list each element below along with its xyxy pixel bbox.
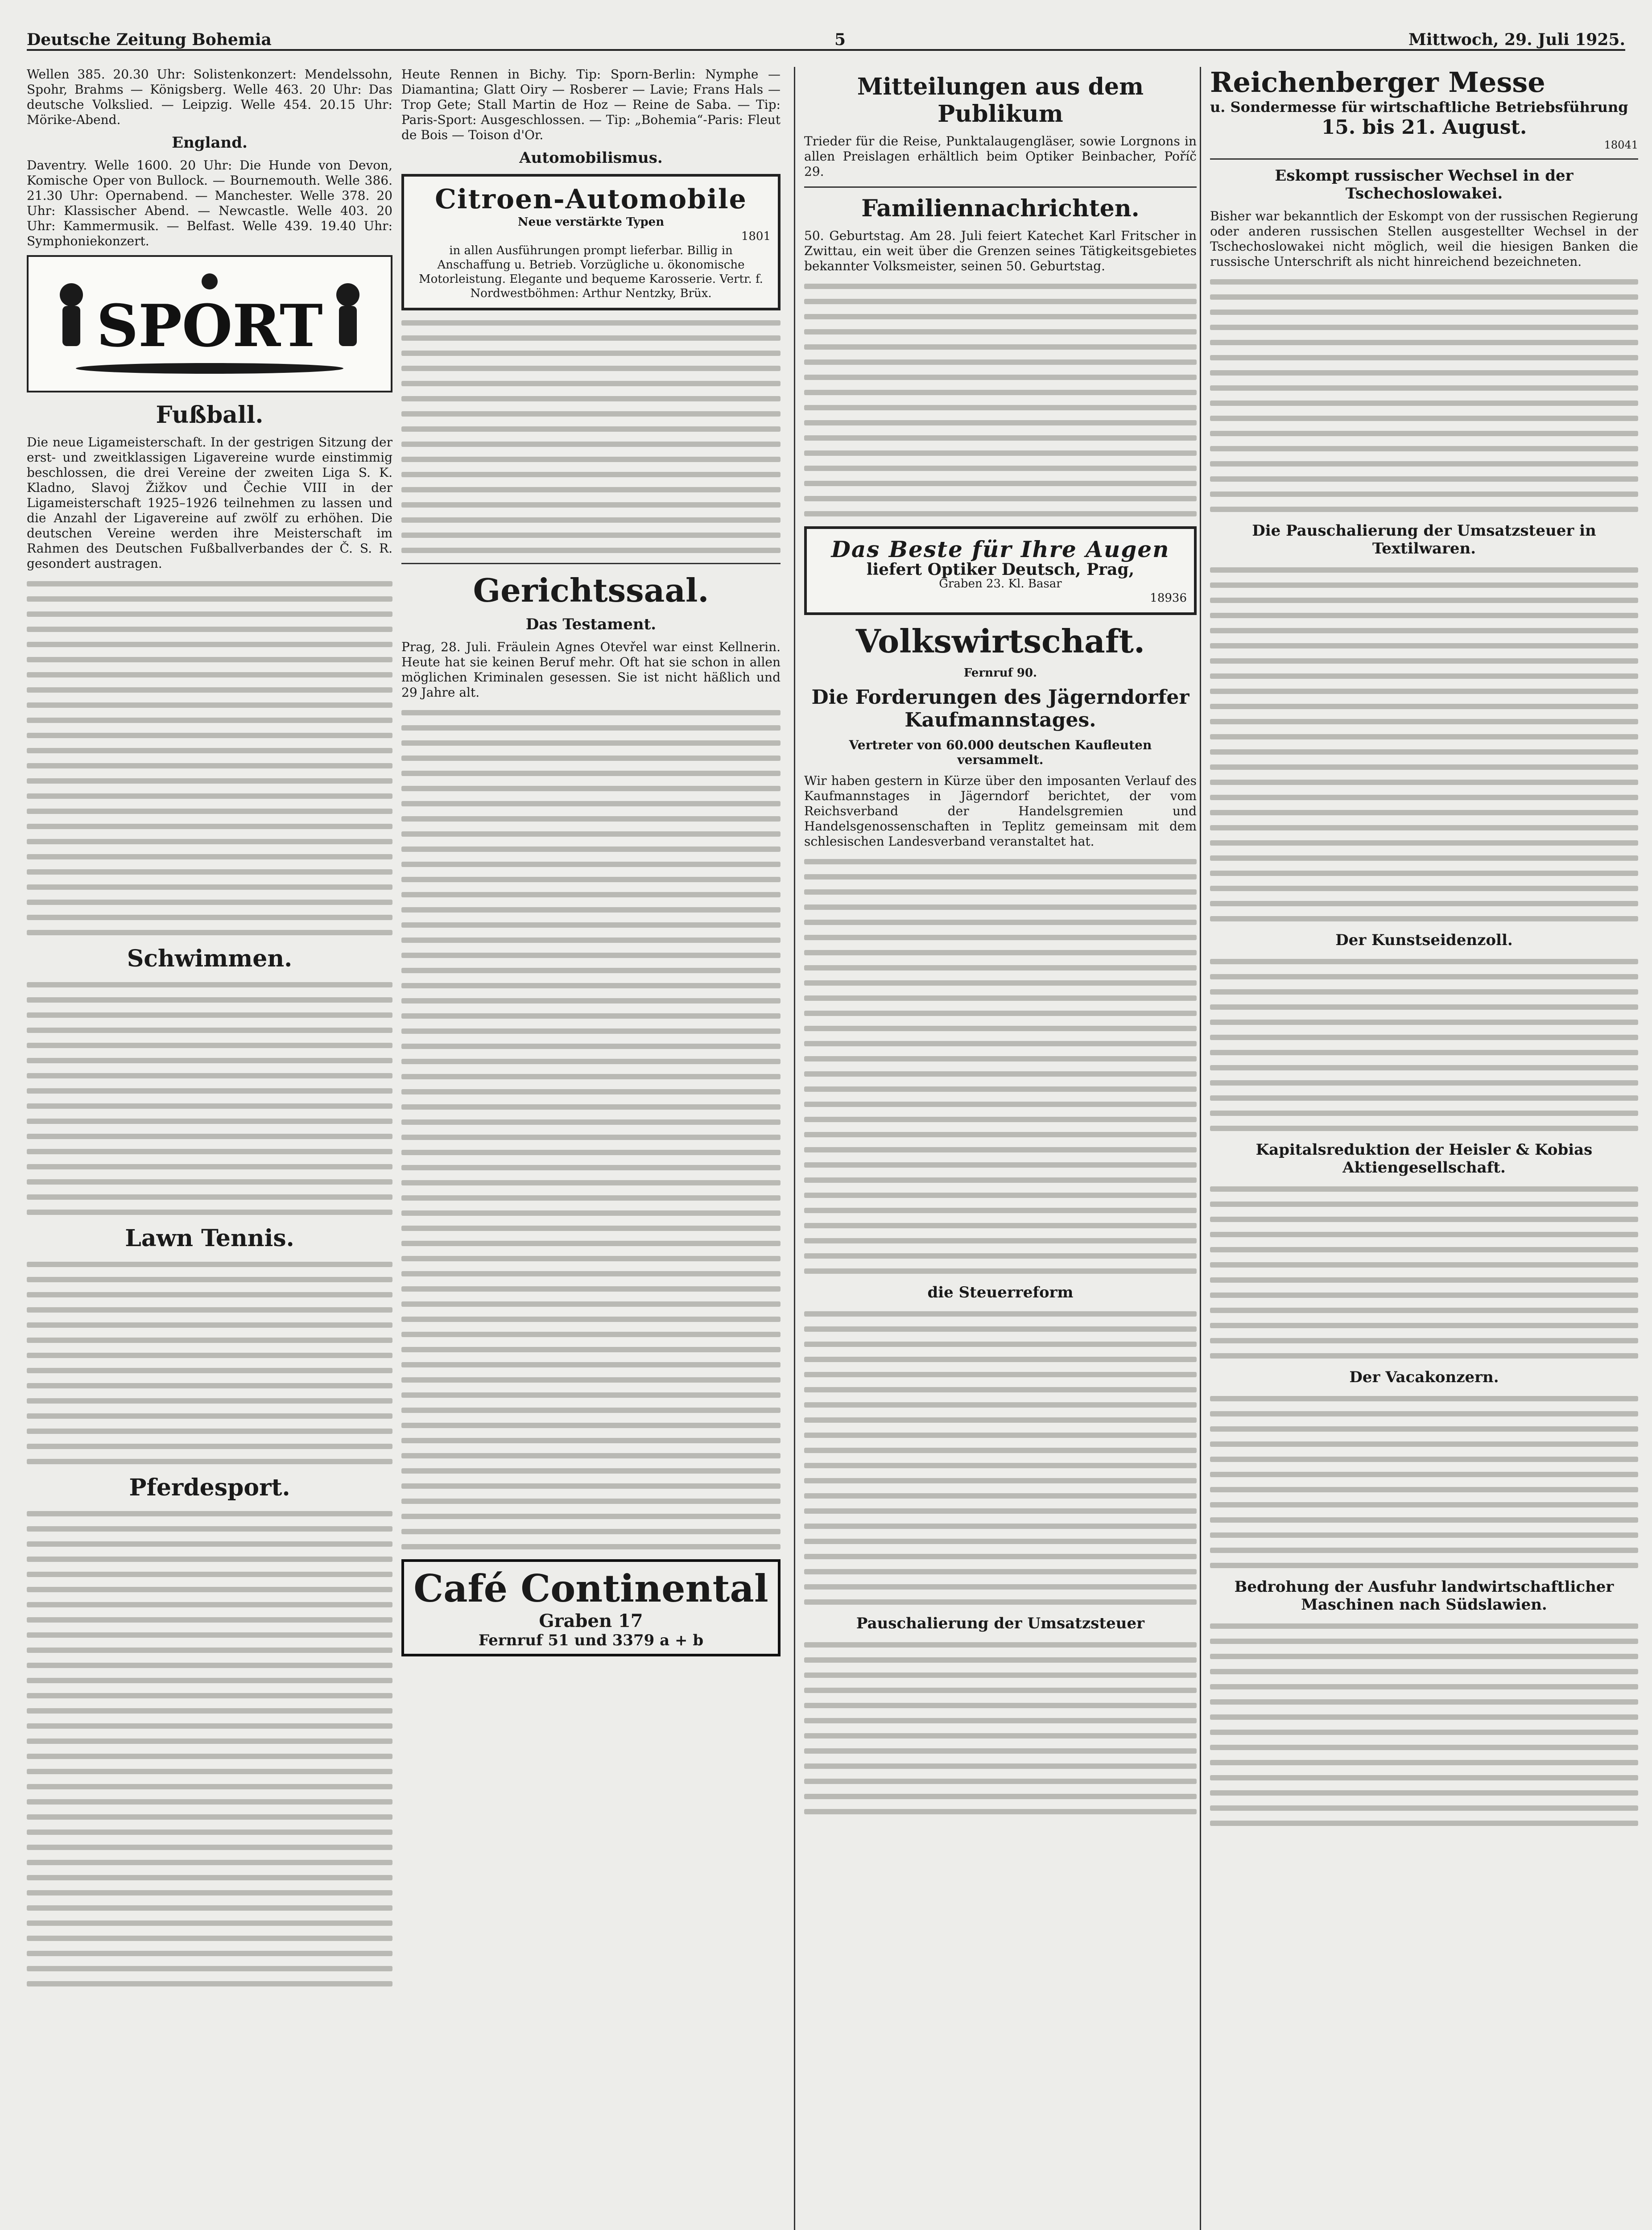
steuerreform-heading: die Steuerreform xyxy=(927,1284,1074,1301)
column-1 xyxy=(27,67,392,2230)
tennis-heading: Lawn Tennis. xyxy=(125,1225,294,1252)
sport-logo-text: SPORT xyxy=(96,292,323,360)
england-program-text: Daventry. Welle 1600. 20 Uhr: Die Hunde von Devon, Komische Oper von Bullock. — Bournemouth. Welle 386. 21.30 Uhr: Opernabend. — Manchester. Welle 378. 20 Uhr: Klassischer Abend. — Newcastle. Welle 403. 20 Uhr: Kammermusik. — Belfast. Welle 439. 19.40 Uhr: Symphoniekonzert. xyxy=(27,158,392,248)
citroen-ad-title: Citroen-Automobile xyxy=(435,184,747,215)
optiker-ad-code: 18936 xyxy=(1150,591,1187,605)
paper-title: Deutsche Zeitung Bohemia xyxy=(27,30,272,49)
pauschalierung-text xyxy=(804,1642,1197,1814)
fussball-text: Die neue Ligameisterschaft. In der gestrigen Sitzung der erst- und zweitklassigen Ligavereine wurde einstimmig beschlossen, die drei Vereine der zweiten Liga S. K. Kladno, Slavoj Žižkov und Čechie VIII in der Ligameisterschaft 1925–1926 teilnehmen zu lassen und die Anzahl der Ligavereine auf zwölf zu erhöhen. Die deutschen Vereine werden ihre Meisterschaft im Rahmen des Deutschen Fußballverbandes der Č. S. R. gesondert austragen. xyxy=(27,435,392,571)
pferdesport-text xyxy=(27,1511,392,1986)
steuerreform-text xyxy=(804,1311,1197,1605)
mitteilungen-heading: Mitteilungen aus dem Publikum xyxy=(857,73,1144,128)
kapitalsreduktion-text xyxy=(1210,1186,1638,1359)
schwimmen-heading: Schwimmen. xyxy=(127,945,293,972)
sport-logo-illustration xyxy=(40,264,379,384)
messe-code: 18041 xyxy=(1604,139,1638,151)
tatra-article-text xyxy=(401,320,781,553)
citroen-ad-subtitle: Neue verstärkte Typen xyxy=(517,215,665,229)
familiennachrichten-text: 50. Geburtstag. Am 28. Juli feiert Katechet Karl Fritscher in Zwittau, ein weit über die Grenzen seines Tätigkeitsgebietes bekannter Volksmeister, seinen 50. Geburtstag. xyxy=(804,228,1197,273)
page-number: 5 xyxy=(834,30,846,49)
optiker-ad-subtitle: liefert Optiker Deutsch, Prag, xyxy=(866,560,1135,579)
forderungen-subheading: Vertreter von 60.000 deutschen Kaufleuten versammelt. xyxy=(849,738,1152,767)
kapitalsreduktion-heading: Kapitalsreduktion der Heisler & Kobias Aktiengesellschaft. xyxy=(1256,1141,1593,1177)
england-heading: England. xyxy=(172,134,248,152)
textilwaren-text xyxy=(1210,567,1638,921)
testament-text-continued xyxy=(401,710,781,1549)
optiker-ad-address: Graben 23. Kl. Basar xyxy=(939,577,1062,591)
column-3 xyxy=(794,67,1197,2230)
testament-text: Prag, 28. Juli. Fräulein Agnes Otevřel war einst Kellnerin. Heute hat sie keinen Beruf mehr. Oft hat sie schon in allen möglichen Kriminalen gesessen. Sie ist nicht häßlich und 29 Jahre alt. xyxy=(401,640,781,700)
pferdesport-heading: Pferdesport. xyxy=(129,1474,290,1501)
cafe-ad-phone: Fernruf 51 und 3379 a + b xyxy=(478,1631,704,1649)
ausfuhr-text xyxy=(1210,1623,1638,1826)
messe-title: Reichenberger Messe xyxy=(1210,67,1545,99)
eskompt-heading: Eskompt russischer Wechsel in der Tschechoslowakei. xyxy=(1275,167,1574,202)
citroen-ad-code: 1801 xyxy=(741,230,771,243)
forderungen-text-continued xyxy=(804,859,1197,1274)
radio-program-text: Wellen 385. 20.30 Uhr: Solistenkonzert: Mendelssohn, Spohr, Brahms — Königsberg. Welle 463. 20 Uhr: Das deutsche Volkslied. — Leipzig. Welle 454. 20.15 Uhr: Mörike-Abend. xyxy=(27,67,392,127)
messe-dates: 15. bis 21. August. xyxy=(1321,116,1527,139)
kunstseidenzoll-text xyxy=(1210,959,1638,1131)
citroen-ad-text: in allen Ausführungen prompt lieferbar. Billig in Anschaffung u. Betrieb. Vorzügliche u. ökonomische Motorleistung. Elegante und bequeme Karosserie. Vertr. f. Nordwestböhmen: Arthur Nentzky, Brüx. xyxy=(419,244,763,300)
testament-subheading: Das Testament. xyxy=(525,615,657,633)
column-4 xyxy=(1200,67,1638,2230)
schwimmen-text xyxy=(27,982,392,1215)
column-2 xyxy=(401,67,781,2230)
kunstseidenzoll-heading: Der Kunstseidenzoll. xyxy=(1335,931,1513,949)
textilwaren-heading: Die Pauschalierung der Umsatzsteuer in Textilwaren. xyxy=(1252,522,1596,558)
cafe-ad-title: Café Continental xyxy=(413,1566,768,1611)
cafe-ad-street: Graben 17 xyxy=(539,1611,643,1631)
page-header xyxy=(27,18,1625,51)
forderungen-heading: Die Forderungen des Jägerndorfer Kaufmannstages. xyxy=(811,686,1189,731)
automobil-heading: Automobilismus. xyxy=(519,149,663,167)
familiennachrichten-heading: Familiennachrichten. xyxy=(861,195,1140,222)
eskompt-text-continued xyxy=(1210,279,1638,512)
optiker-ad-title: Das Beste für Ihre Augen xyxy=(831,536,1170,562)
gerichtssaal-heading: Gerichtssaal. xyxy=(473,571,709,609)
volkswirtschaft-note: Fernruf 90. xyxy=(963,666,1037,680)
citroen-advertisement xyxy=(401,174,781,310)
issue-date: Mittwoch, 29. Juli 1925. xyxy=(1408,30,1625,49)
vacakonzern-heading: Der Vacakonzern. xyxy=(1349,1368,1499,1386)
vacakonzern-text xyxy=(1210,1396,1638,1568)
pauschalierung-heading: Pauschalierung der Umsatzsteuer xyxy=(856,1615,1145,1632)
tennis-text xyxy=(27,1262,392,1464)
sport-logo xyxy=(27,255,392,392)
fussball-text-continued xyxy=(27,581,392,935)
cafe-continental-advertisement xyxy=(401,1559,781,1656)
mitteilungen-text: Trieder für die Reise, Punktalaugengläser, sowie Lorgnons in allen Preislagen erhältlich beim Optiker Beinbacher, Poříč 29. xyxy=(804,134,1197,179)
forderungen-text: Wir haben gestern in Kürze über den imposanten Verlauf des Kaufmannstages in Jägerndorf berichtet, der vom Reichsverband der Handelsgremien und Handelsgenossenschaften in Teplitz gemeinsam mit dem schlesischen Landesverband veranstaltet hat. xyxy=(804,773,1197,849)
messe-subtitle: u. Sondermesse für wirtschaftliche Betriebsführung xyxy=(1210,99,1628,116)
fussball-heading: Fußball. xyxy=(156,401,264,429)
volkswirtschaft-heading: Volkswirtschaft. xyxy=(855,622,1145,660)
eskompt-text: Bisher war bekanntlich der Eskompt von der russischen Regierung oder anderen russischen Stellen ausgestellter Wechsel in der Tschechoslowakei nicht möglich, weil die hiesigen Banken die russische Unterschrift als nicht hinreichend bezeichneten. xyxy=(1210,209,1638,269)
ausfuhr-heading: Bedrohung der Ausfuhr landwirtschaftlicher Maschinen nach Südslawien. xyxy=(1234,1578,1614,1614)
familiennachrichten-text-continued xyxy=(804,284,1197,516)
optiker-deutsch-advertisement xyxy=(804,526,1197,615)
racing-tips-text: Heute Rennen in Bichy. Tip: Sporn-Berlin: Nymphe — Diamantina; Glatt Oiry — Rosberer — Lavie; Frans Hals — Trop Gete; Stall Martin de Hoz — Reine de Saba. — Tip: Paris-Sport: Ausgeschlossen. — Tip: „Bohemia“-Paris: Fleut de Bois — Toison d'Or. xyxy=(401,67,781,142)
